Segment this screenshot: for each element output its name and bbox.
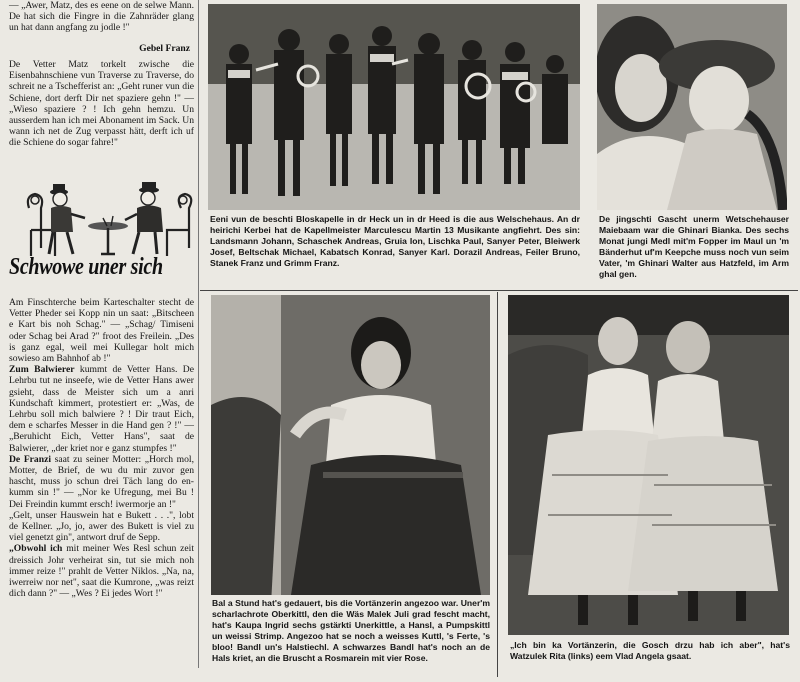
author-signature: Gebel Franz bbox=[139, 43, 190, 54]
child-caption: De jingschti Gascht unerm Wetschehauser Maiebaam war die Ghinari Bianka. Des sechs Monat jungi Medl mit'm Fopper im Maul un 'm Bänderhut uf'm Keepche muss noch vun seim Vater, 'm Ghinari Walter aus Hatzfeld, im Arm ghal gen. bbox=[599, 214, 789, 279]
joke-paragraph: De Franzi saat zu seiner Motter: „Horch mol, Motter, de Brief, de wu du mir zuvor gen hascht, muss jo schun drei Täch lang do en-kumm sin !" — „Nor ke Ufregung, mei Bu ! Dei Freindin kummt ersch! iwermorje an !" bbox=[9, 453, 194, 510]
band-photo bbox=[208, 4, 580, 210]
railway-joke bbox=[9, 59, 194, 149]
two-women-photo bbox=[508, 295, 789, 635]
horizontal-rule bbox=[200, 290, 798, 291]
intro-joke bbox=[9, 0, 194, 34]
left-column bbox=[3, 0, 199, 668]
child-photo bbox=[597, 4, 787, 210]
vertical-rule bbox=[497, 292, 498, 677]
joke-paragraph: Zum Balwierer kummt de Vetter Hans. De Lehrbu tut ne inseefe, wie de Vetter Hans awer gsieht, dass de Meister sich um a anri Kundschaft kimmert, protestiert er: „Was, de Lehrbu soll mich balwiere ? ! Dir traut Eich, dem e scharfes Messer in die Hand gen ? !" — „Beruhicht Eich, Vetter Hans", saat de Balwierer, „der kriet nor e ganz stumpfes !" bbox=[9, 364, 194, 454]
section-heading: Schwowe uner sich bbox=[9, 253, 163, 281]
joke-paragraph: Am Finschterche beim Karteschalter stecht de Vetter Pheder sei Kopp nin un saat: „Bitscheen e Kart bis noh Schag." — „Schag/ Timiseni oder Schag bei Arad ?" froot des Freilein. „Des is ganz egal, weil mei Kullegar holt mich sowieso am Bahnhof ab !" bbox=[9, 297, 194, 365]
dancer-caption: Bal a Stund hat's gedauert, bis die Vortänzerin angezoo war. Uner'm scharlachrote Oberkittl, den die Wäs Malek Juli grad fescht macht, hat's Kaupa Ingrid sechs gstärkti Unerkittle, a Hansl, a Pumpskittl un weissi Strimp. Angezoo hat se noch a weisses Kuttl, 's Ferte, 's bloo! Bandl un's Halstiechl. A schwarzes Bandl hat's noch an de Hals kriet, an die Bruscht a Rosmarein mit vier Rose. bbox=[212, 598, 490, 663]
intro-joke-text: — „Awer, Matz, des es eene on de selwe Mann. De hat sich die Fingre in die Zahnräder glang un hat dann angfang zu jodle !" bbox=[9, 0, 194, 34]
dancer-photo bbox=[211, 295, 490, 595]
joke-paragraph: „Gelt, unser Hauswein hat e Bukett . . .", lobt de Kellner. „Jo, jo, awer des Bukett is viel zu viel genetzt gin", antwort druf de Sepp. bbox=[9, 509, 194, 544]
joke-paragraph: „Obwohl ich mit meiner Wes Resl schun zeit dreissich Johr verheirat sin, tut sie mich noh immer reize !" prahlt de Vetter Niklos. „Na, na, iwerreiw nor net", saat die Kumrone, „was reizt dich dann ?" — „Wes ? Ei jedes Wort !" bbox=[9, 543, 194, 600]
two-women-caption: „Ich bin ka Vortänzerin, die Gosch drzu hab ich aber", hat's Watzulek Rita (links) eem Vlad Angela gsaat. bbox=[510, 640, 790, 661]
band-caption: Eeni vun de beschti Bloskapelle in dr Heck un in dr Heed is die aus Welschehaus. An dr heirichi Kerbei hat de Kapellmeister Marculescu Martin 13 Musikante angfiehrt. Des sin: Landsmann Johann, Schaschek Andreas, Gruia Ion, Lischka Paul, Sanyer Peter, Bleiwerk Josef, Beltschak Michael, Kabatsch Konrad, Sanyer Karl. Dorazil Andreas, Feiler Bruno, Stanek Franz und Grimm Franz. bbox=[210, 214, 580, 268]
jokes-list bbox=[9, 297, 194, 599]
railway-joke-text: De Vetter Matz torkelt zwische die Eisenbahnschiene vun Traverse zu Traverse, do schreit ne a Tschefferist an: „Geht runer vun die Schiene, dort derft Dir net spaziere gehn !" — „Wieso spaziere ? ! Ich gehn hemzu. Un ausserdem han ich mei Abonament im Sack. Un wann ich net de Zug verpasst hätt, derft ich uf die Schiene do sogar fahre!" bbox=[9, 59, 194, 149]
